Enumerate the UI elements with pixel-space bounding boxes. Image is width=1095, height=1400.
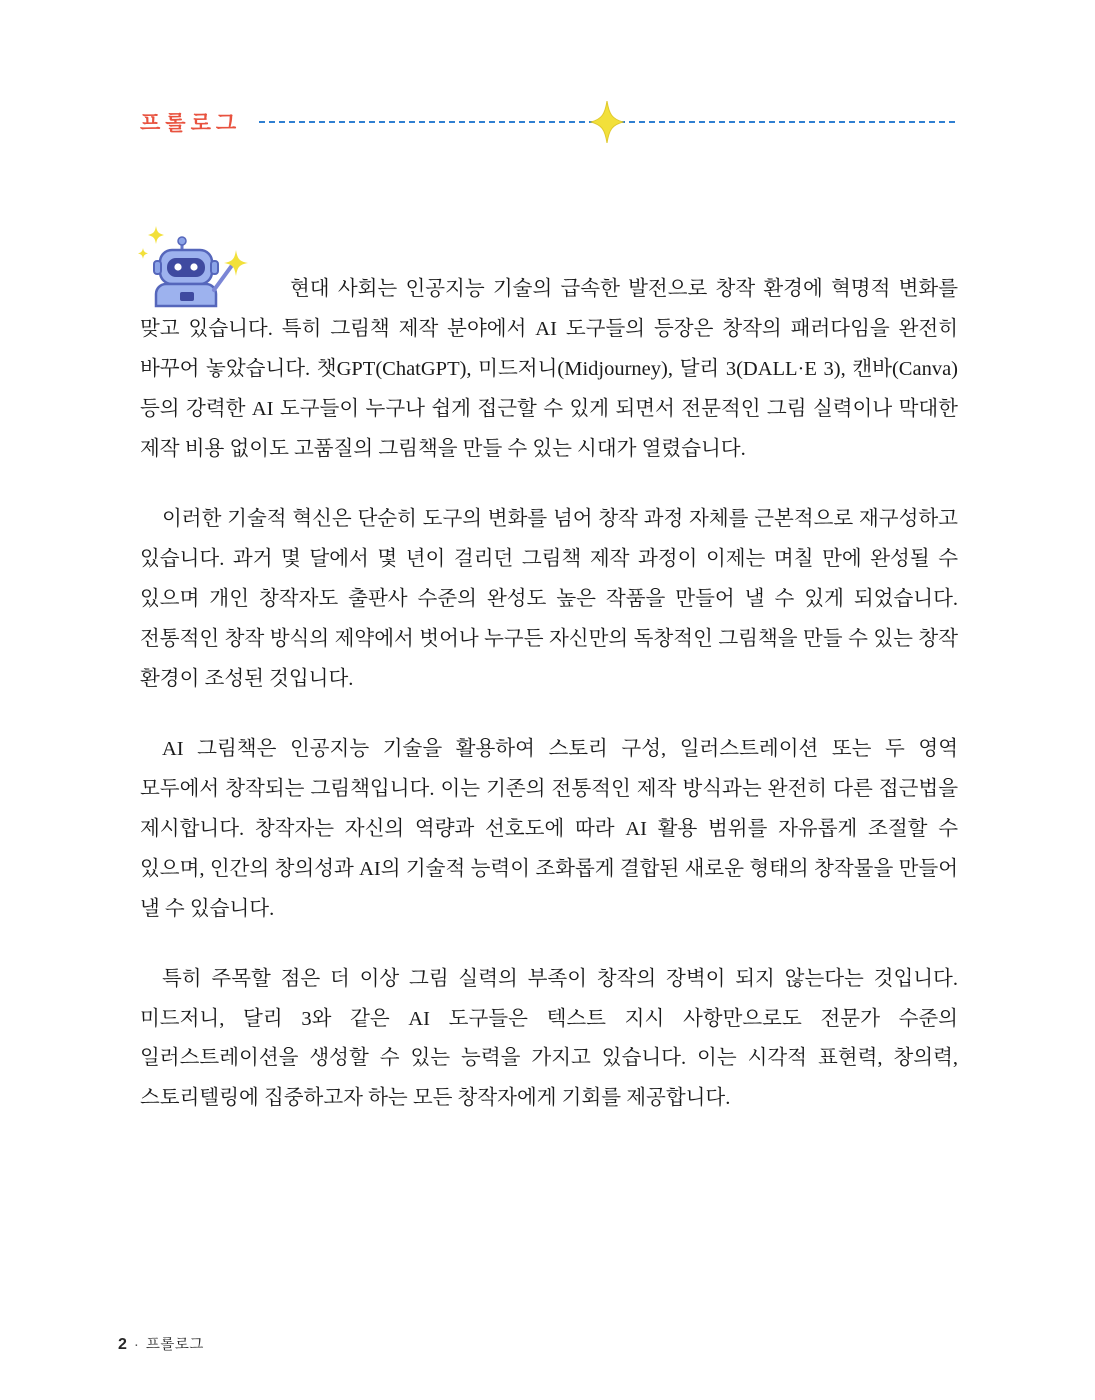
paragraph-3: AI 그림책은 인공지능 기술을 활용하여 스토리 구성, 일러스트레이션 또는 두 영역 모두에서 창작되는 그림책입니다. 이는 기존의 전통적인 제작 방식과는 완전히 다른 접근법을 제시합니다. 창작자는 자신의 역량과 선호도에 따라 AI 활용 범위를 자유롭게 조절할 수 있으며, 인간의 창의성과 AI의 기술적 능력이 조화롭게 결합된 새로운 형태의 창작물을 만들어 낼 수 있습니다. xyxy=(140,737,958,920)
paragraph-4: 특히 주목할 점은 더 이상 그림 실력의 부족이 창작의 장벽이 되지 않는다는 것입니다. 미드저니, 달리 3와 같은 AI 도구들은 텍스트 지시 사항만으로도 전문가 수준의 일러스트레이션을 생성할 수 있는 능력을 가지고 있습니다. 이는 시각적 표현력, 창의력, 스토리텔링에 집중하고자 하는 모든 창작자에게 기회를 제공합니다. xyxy=(140,967,958,1110)
header-divider xyxy=(259,102,955,142)
body-content xyxy=(140,270,958,1119)
footer-separator: · xyxy=(133,1336,139,1353)
chapter-title: 프롤로그 xyxy=(140,112,242,135)
page-number: 2 xyxy=(118,1336,127,1353)
page-footer xyxy=(118,1333,204,1354)
page-header xyxy=(140,100,955,144)
footer-section-label: 프롤로그 xyxy=(145,1337,204,1353)
paragraph-1: 현대 사회는 인공지능 기술의 급속한 발전으로 창작 환경에 혁명적 변화를 맞고 있습니다. 특히 그림책 제작 분야에서 AI 도구들의 등장은 창작의 패러다임을 완전히 바꾸어 놓았습니다. 챗GPT(ChatGPT), 미드저니(Midjourney), 달리 3(DALL·E 3), 캔바(Canva) 등의 강력한 AI 도구들이 누구나 쉽게 접근할 수 있게 되면서 전문적인 그림 실력이나 막대한 제작 비용 없이도 고품질의 그림책을 만들 수 있는 시대가 열렸습니다. xyxy=(140,278,958,460)
paragraph-2: 이러한 기술적 혁신은 단순히 도구의 변화를 넘어 창작 과정 자체를 근본적으로 재구성하고 있습니다. 과거 몇 달에서 몇 년이 걸리던 그림책 제작 과정이 이제는 며칠 만에 완성될 수 있으며 개인 창작자도 출판사 수준의 완성도 높은 작품을 만들어 낼 수 있게 되었습니다. 전통적인 창작 방식의 제약에서 벗어나 누구든 자신만의 독창적인 그림책을 만들 수 있는 창작 환경이 조성된 것입니다. xyxy=(140,507,958,690)
